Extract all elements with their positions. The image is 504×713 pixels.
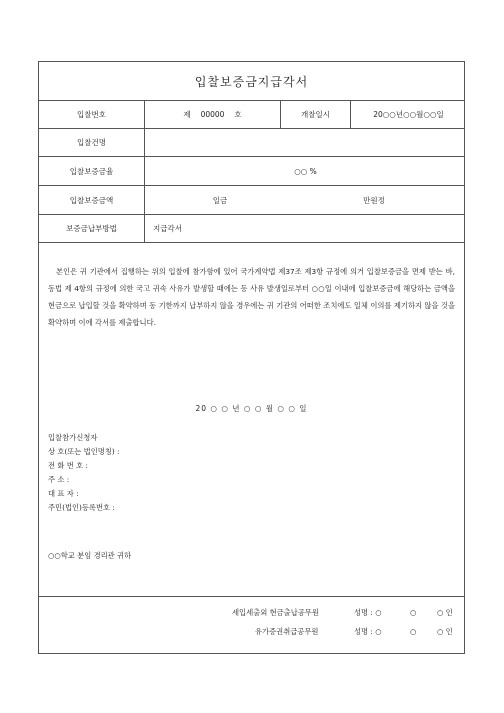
applicant-field-phone: 전 화 번 호 : (48, 461, 88, 470)
rate-row (39, 157, 464, 186)
signature-role-securities: 유가증권취급공무원 (255, 627, 319, 636)
applicant-field-representative: 대 표 자 : (48, 489, 79, 498)
signature-name-cash: 성명 : ○ (354, 608, 382, 617)
bid-guarantee-form (38, 61, 465, 654)
opening-date-label: 개찰일시 (280, 100, 350, 128)
signature-mid-cash: ○ (410, 608, 417, 617)
pledge-date: 20 ○ ○ 년 ○ ○ 월 ○ ○ 일 (195, 404, 308, 413)
signature-role-cash: 세입세출외 현금출납공무원 (232, 608, 319, 617)
method-row (39, 215, 464, 243)
bid-number-prefix: 제 (183, 109, 191, 119)
rate-label: 입찰보증금율 (39, 157, 145, 185)
applicant-heading: 입찰참가신청자 (48, 433, 98, 442)
method-label: 보증금납부방법 (39, 215, 145, 242)
applicant-field-address: 주 소 : (48, 475, 70, 484)
bid-number-row (39, 100, 464, 129)
pledge-text: 본인은 귀 기관에서 집행하는 위의 입찰에 참가함에 있어 국가계약법 제37조 제3항 규정에 의거 입찰보증금을 면제 받는 바, 동법 제 4항의 규정에 의한 국고 귀속 사유가 발생할 때에는 동 사유 발생일로부터 ○○일 이내에 입찰보증금에 해당하는 금액을 현금으로 납입할 것을 확약하며 동 기한까지 납부하지 않을 경우에는 귀 기관의 어떠한 조치에도 일체 이의를 제기하지 않을 것을 확약하며 이에 각서를 제출합니다. (48, 267, 455, 327)
bid-name-value (153, 129, 453, 156)
amount-unit: 만원정 (363, 195, 385, 205)
bid-number-value (145, 100, 280, 128)
bid-number: 00000 (200, 109, 225, 119)
signature-divider (38, 596, 465, 597)
opening-date-value: 20○○년○○월○○일 (350, 100, 466, 128)
signature-seal-cash: ○ 인 (437, 608, 453, 617)
bid-name-label: 입찰건명 (39, 129, 145, 156)
amount-prefix: 일금 (212, 195, 228, 205)
bid-name-row (39, 129, 464, 157)
form-title: 입찰보증금지급각서 (39, 62, 464, 101)
signature-seal-securities: ○ 인 (437, 627, 453, 636)
amount-label: 입찰보증금액 (39, 186, 145, 214)
signature-name-securities: 성명 : ○ (354, 627, 382, 636)
signature-mid-securities: ○ (410, 627, 417, 636)
applicant-block (48, 431, 120, 515)
rate-value: ○○ % (294, 166, 317, 176)
applicant-field-company: 상 호(또는 법인명칭) : (48, 447, 120, 456)
bid-number-suffix: 호 (234, 109, 242, 119)
applicant-field-registration: 주민(법인)등록번호 : (48, 503, 115, 512)
method-value: 지급각서 (153, 224, 182, 233)
addressee: ○○학교 분임 경리관 귀하 (48, 551, 132, 560)
bid-number-label: 입찰번호 (39, 100, 145, 128)
amount-row (39, 186, 464, 215)
